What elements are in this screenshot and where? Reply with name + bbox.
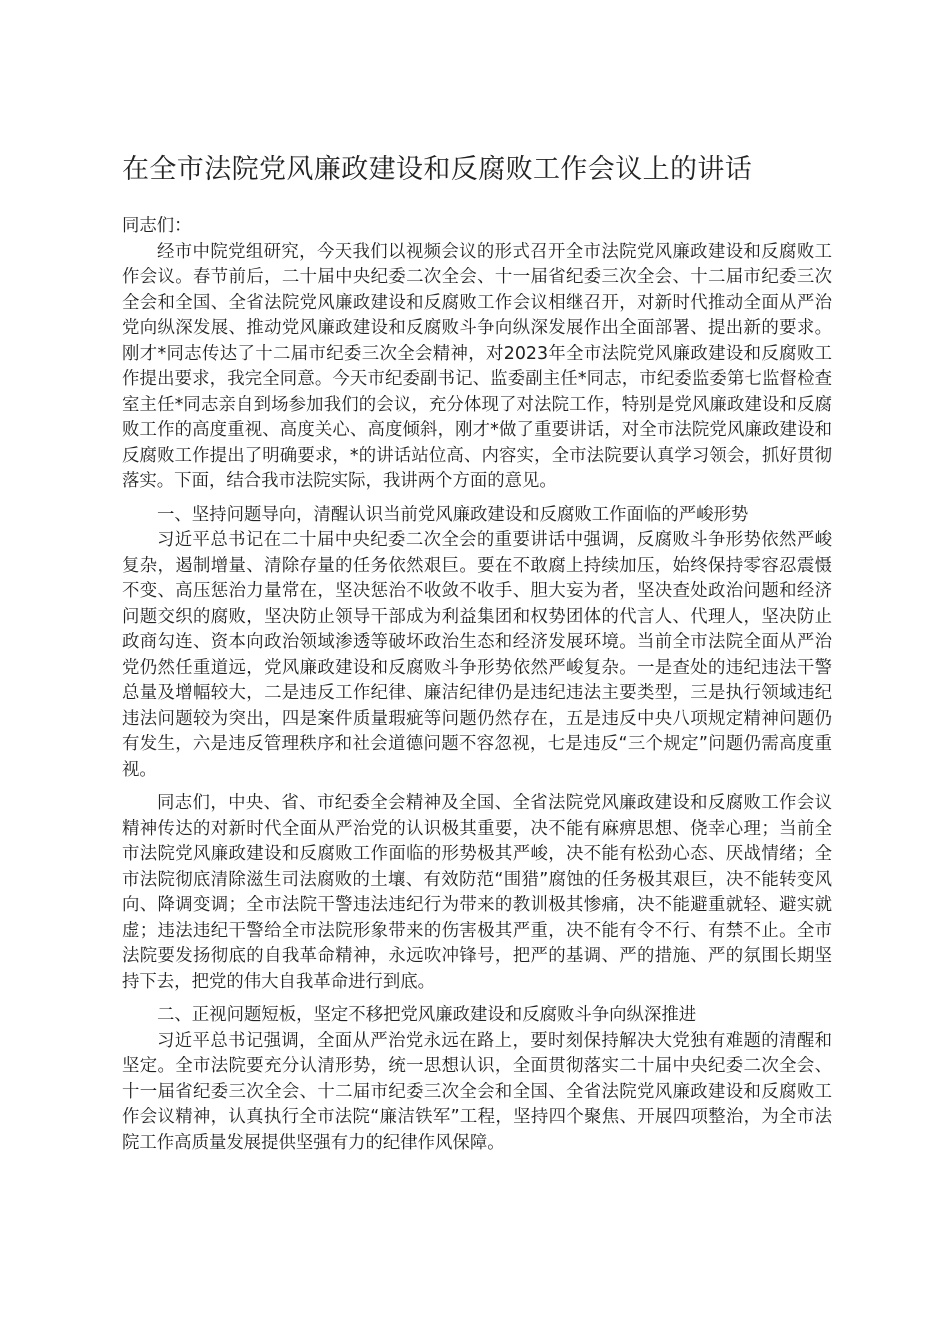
paragraph-section-1-summary: 同志们，中央、省、市纪委全会精神及全国、全省法院党风廉政建设和反腐败工作会议精神传达的对新时代全面从严治党的认识极其重要，决不能有麻痹思想、侥幸心理；当前全市法院党风廉政建设和反腐败工作面临的形势极其严峻，决不能有松劲心态、厌战情绪；全市法院彻底清除滋生司法腐败的土壤、有效防范“围猎”腐蚀的任务极其艰巨，决不能转变风向、降调变调；全市法院干警违法违纪行为带来的教训极其惨痛，决不能避重就轻、避实就虚；违法违纪干警给全市法院形象带来的伤害极其严重，决不能有令不行、有禁不止。全市法院要发扬彻底的自我革命精神，永远吹冲锋号，把严的基调、严的措施、严的氛围长期坚持下去，把党的伟大自我革命进行到底。: [122, 793, 832, 992]
paragraph-section-2: 习近平总书记强调，全面从严治党永远在路上，要时刻保持解决大党独有难题的清醒和坚定。全市法院要充分认清形势，统一思想认识，全面贯彻落实二十届中央纪委二次全会、十一届省纪委三次全会、十二届市纪委三次全会和全国、全省法院党风廉政建设和反腐败工作会议精神，认真执行全市法院“廉洁铁军”工程，坚持四个聚焦、开展四项整治，为全市法院工作高质量发展提供坚强有力的纪律作风保障。: [122, 1030, 832, 1153]
document-page: [122, 148, 832, 1156]
document-title: 在全市法院党风廉政建设和反腐败工作会议上的讲话: [122, 154, 753, 185]
section-heading-2: 二、正视问题短板，坚定不移把党风廉政建设和反腐败斗争向纵深推进: [157, 1005, 697, 1025]
salutation: 同志们：: [122, 216, 192, 236]
paragraph-section-1: 习近平总书记在二十届中央纪委二次全会的重要讲话中强调，反腐败斗争形势依然严峻复杂，遏制增量、清除存量的任务依然艰巨。要在不敢腐上持续加压，始终保持零容忍震慑不变、高压惩治力量常在，坚决惩治不收敛不收手、胆大妄为者，坚决查处政治问题和经济问题交织的腐败，坚决防止领导干部成为利益集团和权势团体的代言人、代理人，坚决防止政商勾连、资本向政治领域渗透等破坏政治生态和经济发展环境。当前全市法院全面从严治党仍然任重道远，党风廉政建设和反腐败斗争形势依然严峻复杂。一是查处的违纪违法干警总量及增幅较大，二是违反工作纪律、廉洁纪律仍是违纪违法主要类型，三是执行领域违纪违法问题较为突出，四是案件质量瑕疵等问题仍然存在，五是违反中央八项规定精神问题仍有发生，六是违反管理秩序和社会道德问题不容忽视，七是违反“三个规定”问题仍需高度重视。: [122, 530, 832, 780]
paragraph-intro: 经市中院党组研究，今天我们以视频会议的形式召开全市法院党风廉政建设和反腐败工作会议。春节前后，二十届中央纪委二次全会、十一届省纪委三次全会、十二届市纪委三次全会和全国、全省法院党风廉政建设和反腐败工作会议相继召开，对新时代推动全面从严治党向纵深发展、推动党风廉政建设和反腐败斗争向纵深发展作出全面部署、提出新的要求。刚才*同志传达了十二届市纪委三次全会精神，对2023年全市法院党风廉政建设和反腐败工作提出要求，我完全同意。今天市纪委副书记、监委副主任*同志，市纪委监委第七监督检查室主任*同志亲自到场参加我们的会议，充分体现了对法院工作，特别是党风廉政建设和反腐败工作的高度重视、高度关心、高度倾斜，刚才*做了重要讲话，对全市法院党风廉政建设和反腐败工作提出了明确要求，*的讲话站位高、内容实，全市法院要认真学习领会，抓好贯彻落实。下面，结合我市法院实际，我讲两个方面的意见。: [122, 241, 832, 491]
section-heading-1: 一、坚持问题导向，清醒认识当前党风廉政建设和反腐败工作面临的严峻形势: [157, 504, 749, 525]
